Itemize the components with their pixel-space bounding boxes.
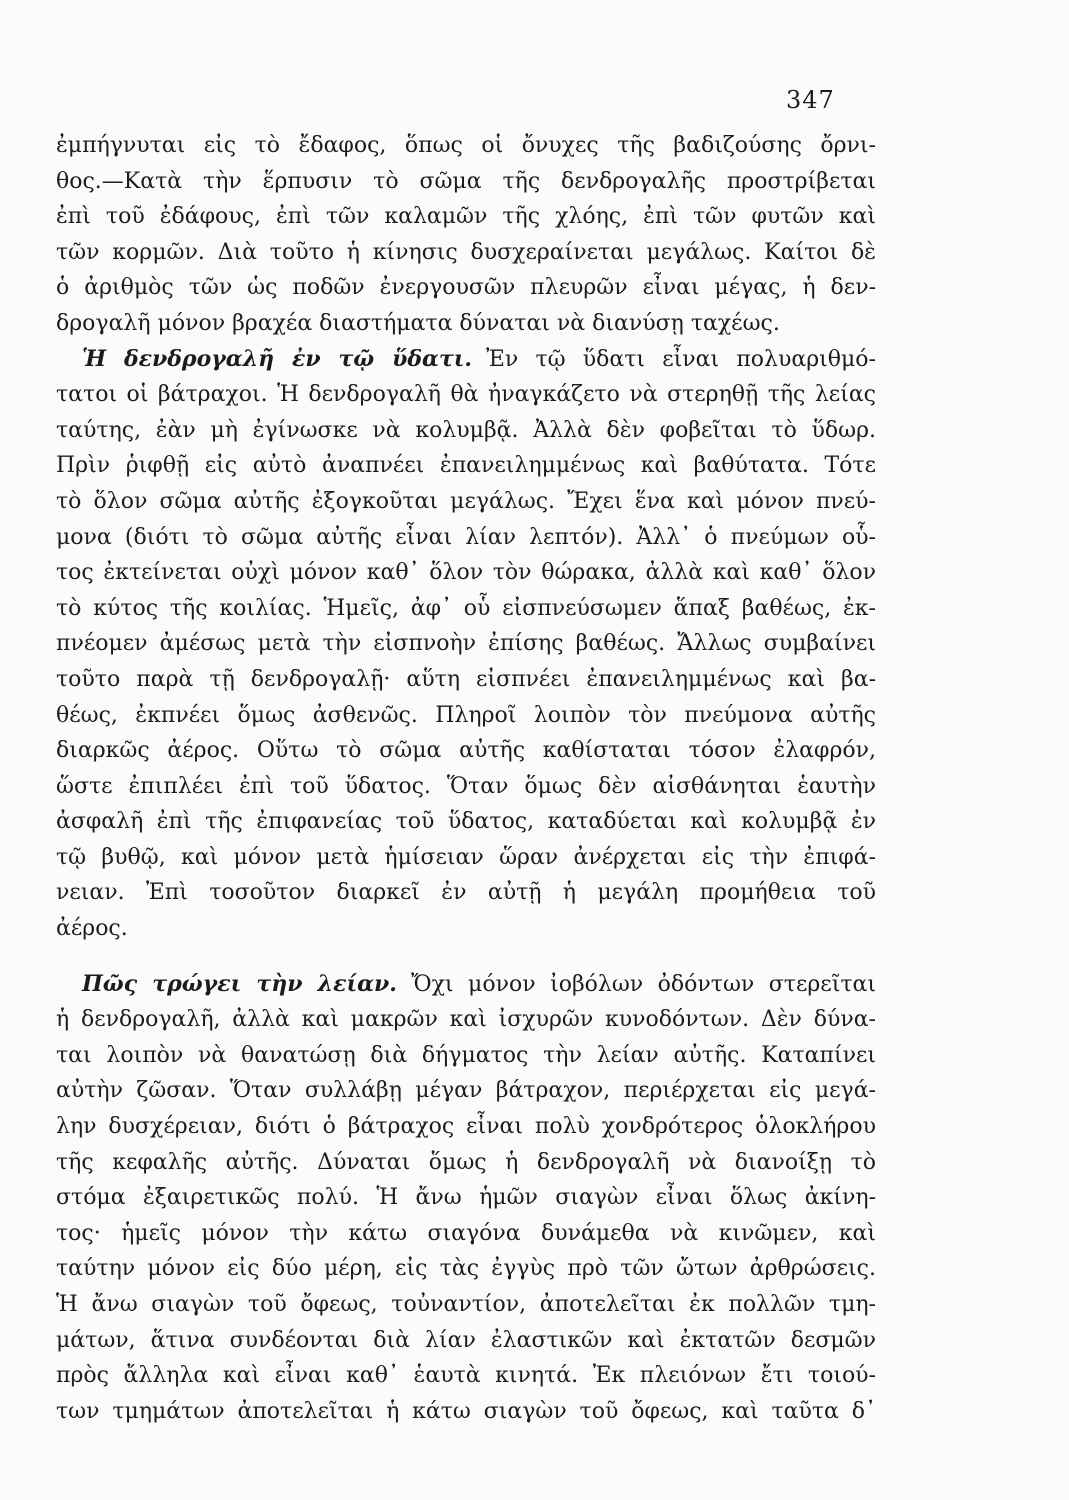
text-line: ταύτης, ἐὰν μὴ ἐγίνωσκε νὰ κολυμβᾷ. Ἀλλὰ δὲν φοβεῖται τὸ ὕδωρ.	[56, 417, 876, 443]
text-line: μονα (διότι τὸ σῶμα αὐτῆς εἶναι λίαν λεπτόν). Ἀλλ᾽ ὁ πνεύμων οὗ-	[56, 524, 876, 550]
text-line: στόμα ἐξαιρετικῶς πολύ. Ἡ ἄνω ἡμῶν σιαγὼν εἶναι ὅλως ἀκίνη-	[56, 1185, 876, 1211]
text-line	[56, 967, 876, 1003]
text-line: των τμημάτων ἀποτελεῖται ἡ κάτω σιαγὼν τοῦ ὄφεως, καὶ ταῦτα δ᾽	[56, 1398, 876, 1424]
text-line: ἐμπήγνυται εἰς τὸ ἔδαφος, ὅπως οἱ ὄνυχες τῆς βαδιζούσης ὄρνι-	[56, 133, 876, 158]
text-line: τοῦτο παρὰ τῇ δενδρογαλῇ· αὕτη εἰσπνέει ἐπανειλημμένως καὶ βα-	[56, 666, 876, 692]
text-line: λην δυσχέρειαν, διότι ὁ βάτραχος εἶναι πολὺ χονδρότερος ὁλοκλήρου	[56, 1114, 876, 1140]
text-line: ἐπὶ τοῦ ἐδάφους, ἐπὶ τῶν καλαμῶν τῆς χλόης, ἐπὶ τῶν φυτῶν καὶ	[56, 204, 876, 230]
text-line: τὸ κύτος τῆς κοιλίας. Ἡμεῖς, ἀφ᾽ οὗ εἰσπνεύσωμεν ἅπαξ βαθέως, ἐκ-	[56, 595, 876, 621]
text-line: θέως, ἐκπνέει ὅμως ἀσθενῶς. Πληροῖ λοιπὸν τὸν πνεύμονα αὐτῆς	[56, 702, 876, 728]
paragraph-2	[56, 342, 876, 947]
text-line: ὁ ἀριθμὸς τῶν ὡς ποδῶν ἐνεργουσῶν πλευρῶν εἶναι μέγας, ἡ δεν-	[56, 275, 876, 301]
text-line: νειαν. Ἐπὶ τοσοῦτον διαρκεῖ ἐν αὐτῇ ἡ μεγάλη προμήθεια τοῦ	[56, 880, 876, 906]
text-line: τὸ ὅλον σῶμα αὐτῆς ἐξογκοῦται μεγάλως. Ἔχει ἕνα καὶ μόνον πνεύ-	[56, 488, 876, 514]
section-heading: Ἡ δενδρογαλῆ ἐν τῷ ὕδατι.	[82, 345, 473, 372]
text-line: ἀσφαλῆ ἐπὶ τῆς ἐπιφανείας τοῦ ὕδατος, καταδύεται καὶ κολυμβᾷ ἐν	[56, 809, 876, 835]
text-line: μάτων, ἅτινα συνδέονται διὰ λίαν ἐλαστικῶν καὶ ἐκτατῶν δεσμῶν	[56, 1327, 876, 1353]
text-line: τατοι οἱ βάτραχοι. Ἡ δενδρογαλῆ θὰ ἠναγκάζετο νὰ στερηθῇ τῆς λείας	[56, 382, 876, 408]
text-line: ὥστε ἐπιπλέει ἐπὶ τοῦ ὕδατος. Ὅταν ὅμως δὲν αἰσθάνηται ἑαυτὴν	[56, 773, 876, 799]
text-line: τῶν κορμῶν. Διὰ τοῦτο ἡ κίνησις δυσχεραίνεται μεγάλως. Καίτοι δὲ	[56, 239, 876, 265]
text-line: διαρκῶς ἀέρος. Οὕτω τὸ σῶμα αὐτῆς καθίσταται τόσον ἐλαφρόν,	[56, 738, 876, 764]
section-heading: Πῶς τρώγει τὴν λείαν.	[82, 970, 397, 997]
text-line: ταύτην μόνον εἰς δύο μέρη, εἰς τὰς ἐγγὺς πρὸ τῶν ὤτων ἀρθρώσεις.	[56, 1256, 876, 1282]
paragraph-1	[56, 128, 876, 342]
paragraph-3	[56, 967, 876, 1430]
text-line: τος· ἡμεῖς μόνον τὴν κάτω σιαγόνα δυνάμεθα νὰ κινῶμεν, καὶ	[56, 1220, 876, 1246]
text-line: τος ἐκτείνεται οὐχὶ μόνον καθ᾽ ὅλον τὸν θώρακα, ἀλλὰ καὶ καθ᾽ ὅλον	[56, 560, 876, 586]
text-line: δρογαλῆ μόνον βραχέα διαστήματα δύναται νὰ διανύσῃ ταχέως.	[56, 310, 780, 336]
text-line: Πρὶν ῥιφθῇ εἰς αὐτὸ ἀναπνέει ἐπανειλημμένως καὶ βαθύτατα. Τότε	[56, 453, 876, 479]
page-number: 347	[786, 86, 835, 114]
heading-line-rest: Ἐν τῷ ὕδατι εἶναι πολυαριθμό-	[486, 346, 876, 372]
text-line: αὐτὴν ζῶσαν. Ὅταν συλλάβῃ μέγαν βάτραχον, περιέρχεται εἰς μεγά-	[56, 1078, 876, 1104]
paragraph-spacer	[56, 947, 876, 967]
text-line: τῷ βυθῷ, καὶ μόνον μετὰ ἡμίσειαν ὥραν ἀνέρχεται εἰς τὴν ἐπιφά-	[56, 844, 876, 870]
text-line: Ἡ ἄνω σιαγὼν τοῦ ὄφεως, τοὐναντίον, ἀποτελεῖται ἐκ πολλῶν τμη-	[56, 1292, 876, 1317]
text-line: ἡ δενδρογαλῆ, ἀλλὰ καὶ μακρῶν καὶ ἰσχυρῶν κυνοδόντων. Δὲν δύνα-	[56, 1007, 876, 1033]
body-text	[56, 128, 876, 1429]
text-line: ται λοιπὸν νὰ θανατώσῃ διὰ δήγματος τὴν λείαν αὐτῆς. Καταπίνει	[56, 1042, 876, 1068]
text-line: πρὸς ἄλληλα καὶ εἶναι καθ᾽ ἑαυτὰ κινητά. Ἐκ πλειόνων ἔτι τοιού-	[56, 1363, 876, 1389]
text-line: τῆς κεφαλῆς αὐτῆς. Δύναται ὅμως ἡ δενδρογαλῆ νὰ διανοίξῃ τὸ	[56, 1149, 876, 1175]
text-line: ἀέρος.	[56, 916, 128, 942]
text-line: πνέομεν ἀμέσως μετὰ τὴν εἰσπνοὴν ἐπίσης βαθέως. Ἄλλως συμβαίνει	[56, 631, 876, 657]
heading-line-rest: Ὄχι μόνον ἰοβόλων ὀδόντων στερεῖται	[410, 971, 876, 997]
text-line: θος.—Κατὰ τὴν ἕρπυσιν τὸ σῶμα τῆς δενδρογαλῆς προστρίβεται	[56, 168, 876, 194]
text-line	[56, 342, 876, 378]
